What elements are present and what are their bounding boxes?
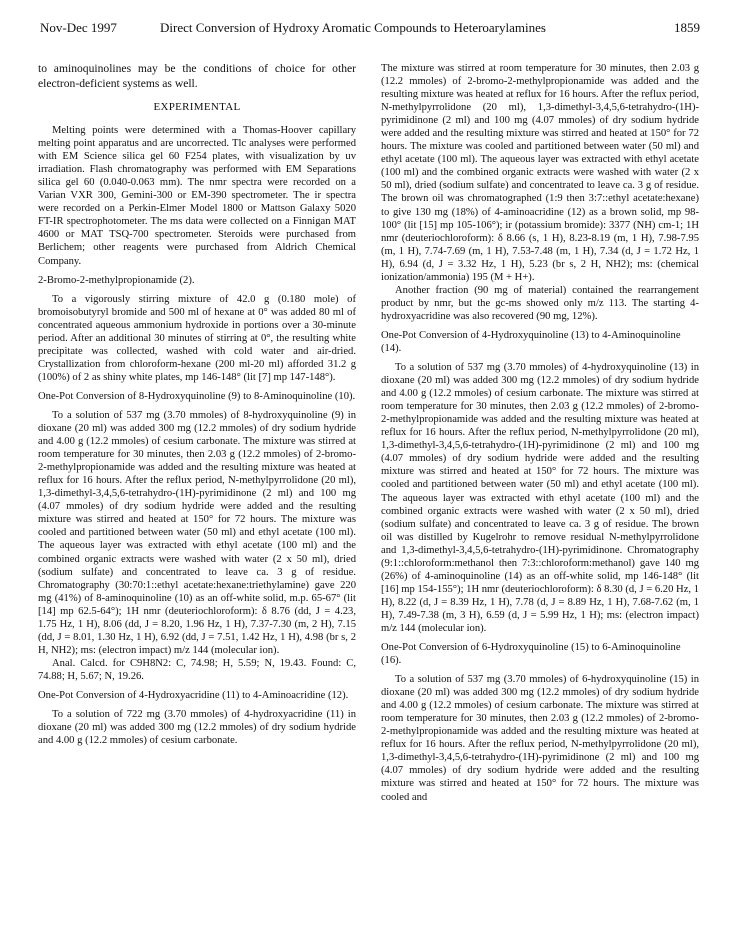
- subheading-compound-2: 2-Bromo-2-methylpropionamide (2).: [38, 274, 195, 286]
- procedure-compound-12-start: To a solution of 722 mg (3.70 mmoles) of 4-hydroxyacridine (11) in dioxane (20 ml) was added 300 mg (12.2 mmoles) of dry sodium hydride and 4.00 g (12.2 mmoles) of cesium carbonate.: [38, 709, 356, 747]
- subheading-compound-16: One-Pot Conversion of 6-Hydroxyquinoline (15) to 6-Aminoquinoline (16).: [381, 642, 681, 667]
- header-title: Direct Conversion of Hydroxy Aromatic Compounds to Heteroarylamines: [160, 20, 546, 35]
- subheading-compound-14: One-Pot Conversion of 4-Hydroxyquinoline (13) to 4-Aminoquinoline (14).: [381, 329, 681, 354]
- running-header: [40, 20, 700, 40]
- procedure-compound-2: To a vigorously stirring mixture of 42.0 g (0.180 mole) of bromoisobutyryl bromide and 500 ml of hexane at 0° was added 80 ml of concentrated aqueous ammonium hydroxide in portions over a 30-minute period. After an additional 30 minutes of stirring at 0°, the resulting white precipitate was collected, washed with cold water and air-dried. Crystallization from chloroform-hexane (200 ml-20 ml) afforded 31.2 g (100%) of 2 as shiny white plates, mp 146-148° (lit [7] mp 147-148°).: [38, 293, 356, 383]
- left-column: [38, 62, 356, 747]
- subheading-compound-10: One-Pot Conversion of 8-Hydroxyquinoline (9) to 8-Aminoquinoline (10).: [38, 390, 356, 402]
- page-number: 1859: [674, 20, 700, 35]
- procedure-compound-14: To a solution of 537 mg (3.70 mmoles) of 4-hydroxyquinoline (13) in dioxane (20 ml) was added 300 mg (12.2 mmoles) of dry sodium hydride and 4.00 g (12.2 mmoles) of cesium carbonate. The mixture was stirred at room temperature for 30 minutes, then 2.03 g (12.2 mmoles) of 2-bromo-2-methylpropionamide was added and the resulting mixture was heated at reflux for 16 hours. After the reflux period, N-methylpyrrolidone (20 ml), 1,3-dimethyl-3,4,5,6-tetrahydro-(1H)-pyrimidinone (2 ml) and 100 mg (4.07 mmoles) of dry sodium hydride were added and the resulting mixture was stirred and heated at 150° for 72 hours. The mixture was cooled and partitioned between water (50 ml) and ethyl acetate (100 ml). The aqueous layer was extracted with ethyl acetate (100 ml) and the combined organic extracts were washed with water (2 x 50 ml), dried (sodium sulfate) and concentrated to leave ca. 3 g of residue. The brown oil was distilled by Kugelrohr to remove residual N-methylpyrrolidone and 1,3-dimethyl-3,4,5,6-tetrahydro-(1H)-pyrimidinone. Chromatography (9:1::chloroform:methanol then 7:3::chloroform:methanol) gave 140 mg (26%) of 4-aminoquinoline (14) as an off-white solid, mp 146-148° (lit [16] mp 154-155°); 1H nmr (deuteriochloroform): δ 8.30 (d, J = 6.20 Hz, 1 H), 8.22 (d, J = 8.39 Hz, 1 H), 7.78 (d, J = 8.89 Hz, 1 H), 7.68-7.62 (m, 1 H), 7.49-7.38 (m, 3 H), 6.59 (d, J = 5.99 Hz, 1 H); ms: (electron impact) m/z 144 (molecular ion).: [381, 362, 699, 634]
- header-date: Nov-Dec 1997: [40, 20, 117, 35]
- rearrangement-note: Another fraction (90 mg of material) contained the rearrangement product by nmr, but the gc-ms showed only m/z 113. The starting 4-hydroxyacridine was also recovered (90 mg, 12%).: [381, 284, 699, 322]
- procedure-compound-12-continued: The mixture was stirred at room temperature for 30 minutes, then 2.03 g (12.2 mmoles) of 2-bromo-2-methylpropionamide was added and the resulting mixture was heated at reflux for 16 hours. After the reflux period, N-methylpyrrolidone (20 ml), 1,3-dimethyl-3,4,5,6-tetrahydro-(1H)-pyrimidinone (2 ml) and 100 mg (4.07 mmoles) of dry sodium hydride were added and the resulting mixture was stirred and heated at 150° for 72 hours. The mixture was cooled and partitioned between water (50 ml) and ethyl acetate (100 ml). The aqueous layer was extracted with ethyl acetate (100 ml) and the combined organic extracts were washed with water (2 x 50 ml), dried (sodium sulfate) and concentrated to leave ca. 3 g of residue. The brown oil was chromatographed (1:9 then 3:7::ethyl acetate:hexane) to give 130 mg (18%) of 4-aminoacridine (12) as a brown solid, mp 98-100° (lit [15] mp 105-106°); ir (potassium bromide): 3377 (NH) cm-1; 1H nmr (deuteriochloroform): δ 8.66 (s, 1 H), 8.23-8.19 (m, 1 H), 7.98-7.95 (m, 1 H), 7.74-7.69 (m, 1 H), 7.53-7.48 (m, 1 H), 7.34 (d, J = 1.72 Hz, 1 H), 6.94 (d, J = 3.32 Hz, 1 H), 5.23 (br s, 2 H, NH2); ms: (chemical ionization/ammonia) 195 (M + H+).: [381, 63, 699, 283]
- procedure-compound-10: To a solution of 537 mg (3.70 mmoles) of 8-hydroxyquinoline (9) in dioxane (20 ml) was added 300 mg (12.2 mmoles) of dry sodium hydride and 4.00 g (12.2 mmoles) of cesium carbonate. The mixture was stirred at room temperature for 30 minutes, then 2.03 g (12.2 mmoles) of 2-bromo-2-methylpropionamide was added and the resulting mixture was heated at reflux for 16 hours. After the reflux period, N-methylpyrrolidone (20 ml), 1,3-dimethyl-3,4,5,6-tetrahydro-(1H)-pyrimidinone (2 ml) and 100 mg (4.07 mmoles) of dry sodium hydride were added and the resulting mixture was stirred and heated at 150° for 72 hours. The mixture was cooled and partitioned between water (50 ml) and ethyl acetate (100 ml). The aqueous layer was extracted with ethyl acetate (100 ml) and the combined organic extracts were washed with water (2 x 50 ml), dried (sodium sulfate) and concentrated to leave ca. 3 g of residue. Chromatography (30:70:1::ethyl acetate:hexane:triethylamine) gave 220 mg (41%) of 8-aminoquinoline (10) as an off-white solid, m.p. 65-67° (lit [14] mp 62.5-64°); 1H nmr (deuteriochloroform): δ 8.76 (dd, J = 4.23, 1.75 Hz, 1 H), 8.06 (dd, J = 8.20, 1.96 Hz, 1 H), 7.37-7.30 (m, 2 H), 7.15 (dd, J = 8.01, 1.30 Hz, 1 H), 6.92 (dd, J = 7.51, 1.42 Hz, 1 H), 4.98 (br s, 2 H, NH2); ms: (electron impact) m/z 144 (molecular ion).: [38, 409, 356, 656]
- right-column: [381, 62, 699, 804]
- procedure-compound-16: To a solution of 537 mg (3.70 mmoles) of 6-hydroxyquinoline (15) in dioxane (20 ml) was added 300 mg (12.2 mmoles) of dry sodium hydride and 4.00 g (12.2 mmoles) of cesium carbonate. The mixture was stirred at room temperature for 30 minutes, then 2.03 g (12.2 mmoles) of 2-bromo-2-methylpropionamide was added and the resulting mixture was heated at reflux for 16 hours. After the reflux period, N-methylpyrrolidone (20 ml), 1,3-dimethyl-3,4,5,6-tetrahydro-(1H)-pyrimidinone (2 ml) and 100 mg (4.07 mmoles) of dry sodium hydride were added and the resulting mixture was stirred and heated at 150° for 72 hours. The mixture was cooled and: [381, 674, 699, 803]
- section-heading-experimental: EXPERIMENTAL: [153, 101, 241, 113]
- analysis-compound-10: Anal. Calcd. for C9H8N2: C, 74.98; H, 5.59; N, 19.43. Found: C, 74.88; H, 5.67; N, 19.26.: [38, 657, 356, 682]
- lead-paragraph: to aminoquinolines may be the conditions of choice for other electron-deficient systems as well.: [38, 62, 356, 90]
- general-methods-paragraph: Melting points were determined with a Thomas-Hoover capillary melting point apparatus and are uncorrected. Tlc analyses were performed with EM Science silica gel 60 F254 plates, with visualization by uv irradiation. Flash chromatography was performed with EM Separations silica gel 60 (0.040-0.063 mm). The nmr spectra were recorded on a Varian VXR 300, Gemini-300 or EM-390 spectrometer. The ir spectra were recorded on a Perkin-Elmer Model 1800 or Mattson Galaxy 5020 FT-IR spectrophotometer. The ms data were collected on a Finnigan MAT 4600 or MAT TSQ-700 spectrometer. Steroids were purchased from Berlichem; other reagents were purchased from Aldrich Chemical Company.: [38, 125, 356, 267]
- subheading-compound-12: One-Pot Conversion of 4-Hydroxyacridine (11) to 4-Aminoacridine (12).: [38, 689, 349, 701]
